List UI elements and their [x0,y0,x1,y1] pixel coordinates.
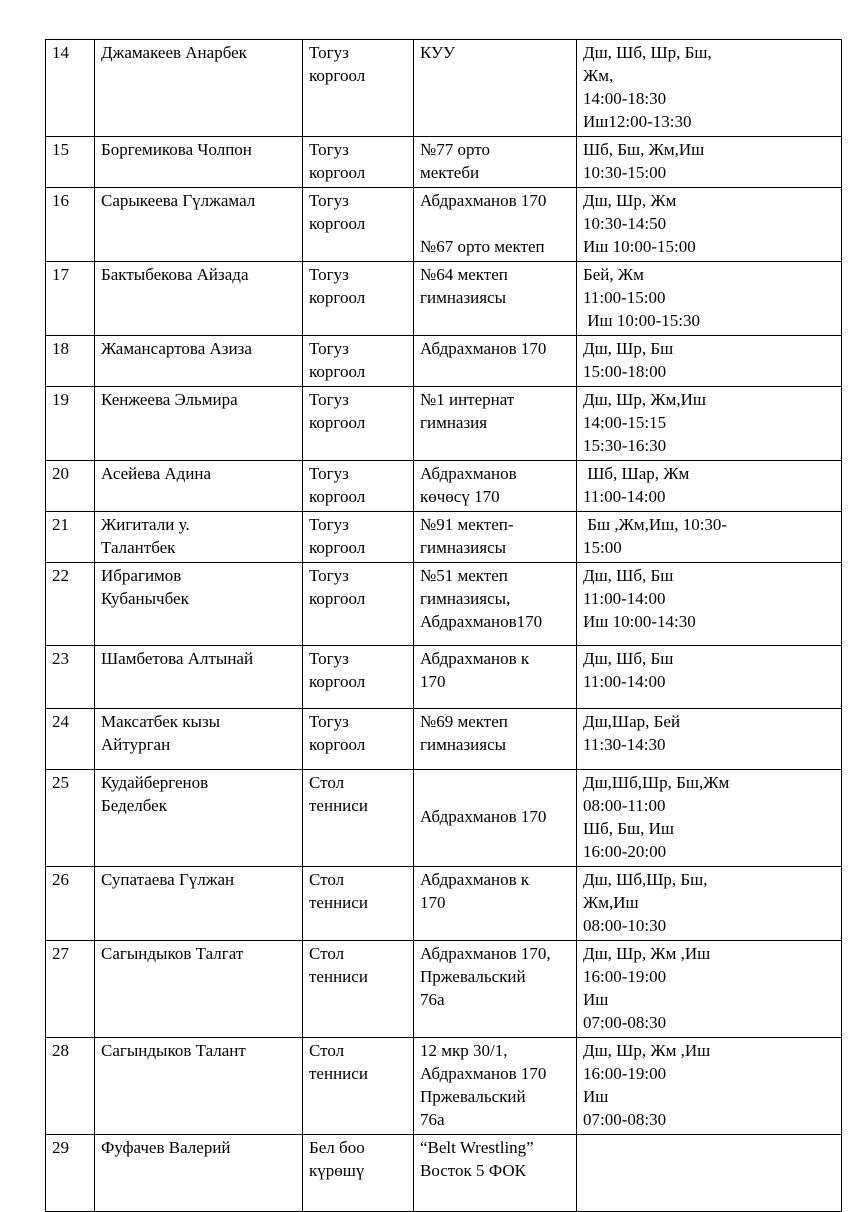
table-row [46,770,842,867]
sport-line: коргоол [309,735,366,754]
row-number: 23 [52,649,69,668]
row-number-cell [46,770,95,867]
schedule-line: 11:30-14:30 [583,735,666,754]
row-number-cell [46,563,95,646]
sport-cell [303,336,414,387]
table-row [46,563,842,646]
row-number: 27 [52,944,69,963]
row-number: 15 [52,140,69,159]
schedule-line: Бш ,Жм,Иш, 10:30- [583,515,728,534]
row-number-cell [46,262,95,336]
row-number: 14 [52,43,69,62]
sport-cell [303,461,414,512]
sport-cell [303,188,414,262]
schedule-line: Дш,Шар, Бей [583,712,681,731]
place-line: мектеби [420,163,480,182]
sport-line: Тогуз [309,464,349,483]
sport-line: Тогуз [309,712,349,731]
schedule-line: 15:00-18:00 [583,362,667,381]
sport-line: коргоол [309,538,366,557]
sport-line: Стол [309,1041,345,1060]
sport-line: Стол [309,944,345,963]
sport-cell [303,563,414,646]
name-line: Айтурган [101,735,171,754]
schedule-line: Жм,Иш [583,893,639,912]
row-number: 22 [52,566,69,585]
row-number: 21 [52,515,69,534]
schedule-line: 16:00-19:00 [583,967,667,986]
place-cell [414,262,577,336]
sport-line: Бел боо [309,1138,365,1157]
sport-line: Стол [309,773,345,792]
row-number-cell [46,188,95,262]
place-line: Абдрахманов 170 [420,191,547,210]
schedule-line: Шб, Бш, Иш [583,819,675,838]
sport-cell [303,646,414,709]
name-line: Бактыбекова Айзада [101,265,249,284]
name-cell [95,770,303,867]
row-number-cell [46,512,95,563]
row-number-cell [46,336,95,387]
row-number: 20 [52,464,69,483]
schedule-line: 15:30-16:30 [583,436,667,455]
place-line: Пржевальский [420,1087,526,1106]
schedule-table [45,39,842,1212]
schedule-line: Иш [583,1087,609,1106]
name-line: Ибрагимов [101,566,182,585]
schedule-line: Дш, Шб,Шр, Бш, [583,870,708,889]
table-row [46,336,842,387]
sport-line: коргоол [309,413,366,432]
sport-cell [303,1038,414,1135]
sport-line: коргоол [309,362,366,381]
place-cell [414,188,577,262]
schedule-cell [577,262,842,336]
name-line: Сарыкеева Гүлжамал [101,191,256,210]
schedule-line: Дш, Шб, Бш [583,649,674,668]
place-line: №51 мектеп [420,566,508,585]
sport-line: коргоол [309,66,366,85]
name-line: Фуфачев Валерий [101,1138,231,1157]
name-line: Джамакеев Анарбек [101,43,247,62]
row-number: 24 [52,712,69,731]
row-number-cell [46,137,95,188]
schedule-cell [577,188,842,262]
row-number-cell [46,646,95,709]
name-line: Шамбетова Алтынай [101,649,254,668]
row-number-cell [46,867,95,941]
row-number-cell [46,709,95,770]
place-line: №1 интернат [420,390,515,409]
schedule-line: 11:00-14:00 [583,589,666,608]
schedule-line: Иш [583,990,609,1009]
place-line: 76а [420,990,445,1009]
place-line: Абдрахманов [420,464,517,483]
place-cell [414,512,577,563]
schedule-line: 15:00 [583,538,622,557]
table-row [46,1038,842,1135]
place-line: Абдрахманов к [420,649,530,668]
name-cell [95,1038,303,1135]
name-cell [95,461,303,512]
name-cell [95,137,303,188]
schedule-cell [577,512,842,563]
row-number-cell [46,387,95,461]
name-line: Жигитали у. [101,515,190,534]
sport-line: Тогуз [309,265,349,284]
place-cell [414,770,577,867]
schedule-line: Шб, Бш, Жм,Иш [583,140,705,159]
schedule-line: 08:00-10:30 [583,916,667,935]
table-row [46,40,842,137]
name-cell [95,336,303,387]
schedule-line: 16:00-19:00 [583,1064,667,1083]
place-line: Абдрахманов170 [420,612,543,631]
sport-cell [303,867,414,941]
sport-line: коргоол [309,288,366,307]
name-cell [95,40,303,137]
schedule-cell [577,40,842,137]
place-cell [414,709,577,770]
schedule-line: Шб, Шар, Жм [583,464,690,483]
sport-line: коргоол [309,214,366,233]
sport-cell [303,770,414,867]
place-cell [414,336,577,387]
sport-line: тенниси [309,967,368,986]
row-number: 28 [52,1041,69,1060]
schedule-cell [577,563,842,646]
sport-cell [303,137,414,188]
row-number: 25 [52,773,69,792]
schedule-line: Дш, Шр, Жм ,Иш [583,1041,711,1060]
place-line: №77 орто [420,140,490,159]
sport-line: Тогуз [309,191,349,210]
place-line: №67 орто мектеп [420,237,545,256]
place-cell [414,646,577,709]
schedule-cell [577,336,842,387]
sport-line: коргоол [309,589,366,608]
name-cell [95,709,303,770]
place-line: гимназиясы [420,288,507,307]
schedule-line: Дш, Шр, Жм ,Иш [583,944,711,963]
sport-line: Тогуз [309,390,349,409]
place-line: “Belt Wrestling” [420,1138,534,1157]
sport-line: тенниси [309,1064,368,1083]
schedule-line: 14:00-15:15 [583,413,667,432]
sport-line: Тогуз [309,649,349,668]
sport-cell [303,40,414,137]
name-line: Сагындыков Талант [101,1041,246,1060]
place-cell [414,461,577,512]
row-number: 29 [52,1138,69,1157]
name-line: Максатбек кызы [101,712,221,731]
place-line: Восток 5 ФОК [420,1161,527,1180]
name-line: Жамансартова Азиза [101,339,252,358]
table-row [46,188,842,262]
place-line [420,782,570,805]
schedule-line: Дш,Шб,Шр, Бш,Жм [583,773,730,792]
schedule-line: Дш, Шр, Жм,Иш [583,390,706,409]
schedule-line: 10:30-15:00 [583,163,667,182]
place-cell [414,40,577,137]
name-line: Супатаева Гүлжан [101,870,235,889]
sport-line: Тогуз [309,43,349,62]
schedule-line: 16:00-20:00 [583,842,667,861]
row-number: 19 [52,390,69,409]
schedule-cell [577,646,842,709]
place-line: №69 мектеп [420,712,508,731]
place-line: 170 [420,672,446,691]
schedule-line: 14:00-18:30 [583,89,667,108]
schedule-line: 07:00-08:30 [583,1013,667,1032]
schedule-line: 11:00-15:00 [583,288,666,307]
sport-line: күрөшү [309,1161,365,1180]
name-line: Талантбек [101,538,176,557]
name-line: Кенжеева Эльмира [101,390,238,409]
place-line: 76а [420,1110,445,1129]
row-number-cell [46,40,95,137]
name-line: Сагындыков Талгат [101,944,244,963]
schedule-line: Иш 10:00-14:30 [583,612,696,631]
schedule-cell [577,461,842,512]
table-row [46,387,842,461]
schedule-line: Жм, [583,66,614,85]
row-number: 16 [52,191,69,210]
place-line: гимназия [420,413,488,432]
name-cell [95,941,303,1038]
schedule-line: Иш12:00-13:30 [583,112,692,131]
sport-line: тенниси [309,796,368,815]
schedule-line: Дш, Шб, Бш [583,566,674,585]
place-cell [414,387,577,461]
table-row [46,137,842,188]
name-cell [95,387,303,461]
place-line: Абдрахманов 170, [420,944,551,963]
row-number-cell [46,941,95,1038]
sport-line: Тогуз [309,140,349,159]
schedule-line: Иш 10:00-15:30 [583,311,700,330]
place-line: №91 мектеп- [420,515,514,534]
sport-line: коргоол [309,163,366,182]
schedule-line: Дш, Шр, Бш [583,339,674,358]
schedule-line: Дш, Шб, Шр, Бш, [583,43,712,62]
name-line: Кубанычбек [101,589,189,608]
sport-cell [303,262,414,336]
schedule-cell [577,867,842,941]
place-line: Абдрахманов 170 [420,1064,547,1083]
table-row [46,941,842,1038]
name-cell [95,188,303,262]
name-cell [95,867,303,941]
schedule-line: 10:30-14:50 [583,214,667,233]
sport-line: Стол [309,870,345,889]
place-line: Пржевальский [420,967,526,986]
row-number-cell [46,1038,95,1135]
name-line: Боргемикова Чолпон [101,140,252,159]
sport-cell [303,512,414,563]
place-line: Абдрахманов 170 [420,807,547,826]
place-line: Абдрахманов 170 [420,339,547,358]
sport-line: тенниси [309,893,368,912]
sport-cell [303,709,414,770]
schedule-cell [577,770,842,867]
row-number: 17 [52,265,69,284]
place-line: көчөсү 170 [420,487,500,506]
place-line: 170 [420,893,446,912]
sport-line: коргоол [309,487,366,506]
name-cell [95,646,303,709]
schedule-cell [577,137,842,188]
place-line: гимназиясы [420,538,507,557]
place-cell [414,941,577,1038]
schedule-line: Дш, Шр, Жм [583,191,677,210]
table-row [46,262,842,336]
sport-line: Тогуз [309,515,349,534]
place-line: гимназиясы, [420,589,511,608]
name-line: Беделбек [101,796,167,815]
name-cell [95,563,303,646]
table-row [46,512,842,563]
schedule-line: Бей, Жм [583,265,644,284]
schedule-line: Иш 10:00-15:00 [583,237,696,256]
row-number: 26 [52,870,69,889]
place-line: Абдрахманов к [420,870,530,889]
name-line: Асейева Адина [101,464,212,483]
schedule-cell [577,941,842,1038]
place-cell [414,1038,577,1135]
schedule-line: 07:00-08:30 [583,1110,667,1129]
place-line: КУУ [420,43,456,62]
schedule-line: 08:00-11:00 [583,796,666,815]
row-number: 18 [52,339,69,358]
place-cell [414,867,577,941]
schedule-cell [577,387,842,461]
schedule-cell [577,709,842,770]
name-cell [95,512,303,563]
schedule-cell [577,1038,842,1135]
schedule-line: 11:00-14:00 [583,487,666,506]
place-line [420,212,570,235]
schedule-line: 11:00-14:00 [583,672,666,691]
table-row [46,461,842,512]
row-number-cell [46,461,95,512]
name-cell [95,262,303,336]
table-row [46,867,842,941]
sport-cell [303,387,414,461]
sport-line: коргоол [309,672,366,691]
place-cell [414,137,577,188]
place-line: гимназиясы [420,735,507,754]
place-cell [414,563,577,646]
sport-line: Тогуз [309,566,349,585]
place-line: 12 мкр 30/1, [420,1041,508,1060]
schedule-table-body [46,40,842,1212]
sport-cell [303,941,414,1038]
name-line: Кудайбергенов [101,773,209,792]
sport-line: Тогуз [309,339,349,358]
table-row [46,709,842,770]
place-line: №64 мектеп [420,265,508,284]
table-row [46,646,842,709]
